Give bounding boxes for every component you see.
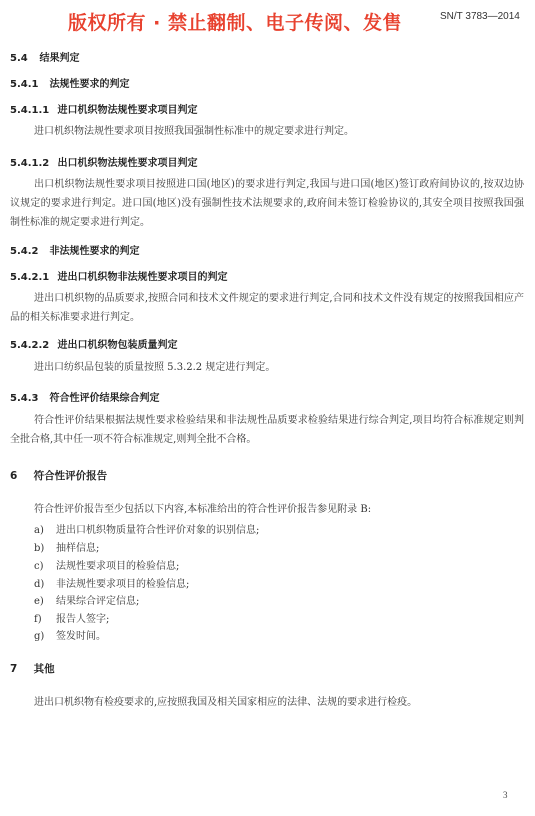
copyright-watermark: 版权所有 · 禁止翻制、电子传阅、发售 xyxy=(68,12,402,34)
heading-number: 5.4 xyxy=(10,53,28,64)
list-marker: e) xyxy=(34,596,44,607)
page-number: 3 xyxy=(503,790,508,800)
standard-code: SN/T 3783—2014 xyxy=(440,11,520,22)
paragraph-5-4-3: 符合性评价结果根据法规性要求检验结果和非法规性品质要求检验结果进行综合判定,项目均符合标准规定则判全批合格,其中任一项不符合标准规定,则判全批不合格。 xyxy=(10,415,524,445)
heading-5-4-2-1 xyxy=(10,268,227,283)
heading-title: 其他 xyxy=(33,663,55,675)
list-text: 进出口机织物质量符合性评价对象的识别信息; xyxy=(56,525,260,536)
heading-number: 5.4.2.1 xyxy=(10,272,50,283)
list-marker: g) xyxy=(34,631,45,642)
list-text: 法规性要求项目的检验信息; xyxy=(56,561,180,572)
list-marker: d) xyxy=(34,579,45,590)
heading-5-4-2 xyxy=(10,242,139,257)
heading-5-4-1-1 xyxy=(10,101,197,116)
paragraph-7: 进出口机织物有检疫要求的,应按照我国及相关国家相应的法律、法规的要求进行检疫。 xyxy=(34,697,418,708)
heading-number: 5.4.1.1 xyxy=(10,105,50,116)
heading-title: 进出口机织物非法规性要求项目的判定 xyxy=(57,272,228,283)
heading-title: 进口机织物法规性要求项目判定 xyxy=(57,105,198,116)
heading-title: 法规性要求的判定 xyxy=(49,79,130,90)
paragraph-6-intro: 符合性评价报告至少包括以下内容,本标准给出的符合性评价报告参见附录 B: xyxy=(34,504,372,515)
heading-5-4-3 xyxy=(10,389,159,404)
list-item xyxy=(34,610,109,625)
paragraph-5-4-1-1: 进口机织物法规性要求项目按照我国强制性标准中的规定要求进行判定。 xyxy=(34,126,354,137)
heading-title: 符合性评价结果综合判定 xyxy=(49,393,160,404)
heading-title: 结果判定 xyxy=(39,53,80,64)
heading-7 xyxy=(10,661,55,676)
list-item xyxy=(34,539,99,554)
heading-number: 6 xyxy=(10,470,18,482)
heading-title: 符合性评价报告 xyxy=(33,470,108,482)
heading-title: 进出口机织物包装质量判定 xyxy=(57,340,178,351)
paragraph-5-4-2-2: 进出口纺织品包装的质量按照 5.3.2.2 规定进行判定。 xyxy=(34,362,276,373)
heading-5-4-2-2 xyxy=(10,336,177,351)
heading-number: 5.4.3 xyxy=(10,393,39,404)
list-marker: f) xyxy=(34,614,42,625)
list-item xyxy=(34,557,179,572)
paragraph-5-4-1-2: 出口机织物法规性要求项目按照进口国(地区)的要求进行判定,我国与进口国(地区)签订政府间协议的,按双边协议规定的要求进行判定。进口国(地区)没有强制性技术法规要求的,政府间未签订检验协议的,其安全项目按照我国强制性标准的规定要求进行判定。 xyxy=(10,179,524,228)
heading-number: 5.4.1.2 xyxy=(10,158,50,169)
heading-title: 出口机织物法规性要求项目判定 xyxy=(57,158,198,169)
list-text: 报告人签字; xyxy=(56,614,110,625)
heading-5-4-1-2 xyxy=(10,154,197,169)
heading-title: 非法规性要求的判定 xyxy=(49,246,140,257)
paragraph-5-4-2-1: 进出口机织物的品质要求,按照合同和技术文件规定的要求进行判定,合同和技术文件没有规定的按照我国相应产品的相关标准要求进行判定。 xyxy=(10,293,524,323)
list-item xyxy=(34,575,189,590)
heading-5-4 xyxy=(10,49,79,64)
list-marker: c) xyxy=(34,561,44,572)
heading-number: 7 xyxy=(10,663,18,675)
heading-number: 5.4.2.2 xyxy=(10,340,50,351)
list-text: 结果综合评定信息; xyxy=(56,596,140,607)
list-marker: a) xyxy=(34,525,44,536)
list-text: 抽样信息; xyxy=(56,543,100,554)
heading-6 xyxy=(10,468,107,483)
list-marker: b) xyxy=(34,543,45,554)
list-item xyxy=(34,521,259,536)
heading-number: 5.4.1 xyxy=(10,79,39,90)
list-item xyxy=(34,592,139,607)
list-item xyxy=(34,627,106,642)
heading-5-4-1 xyxy=(10,75,129,90)
list-text: 签发时间。 xyxy=(56,631,106,642)
list-text: 非法规性要求项目的检验信息; xyxy=(56,579,190,590)
heading-number: 5.4.2 xyxy=(10,246,39,257)
